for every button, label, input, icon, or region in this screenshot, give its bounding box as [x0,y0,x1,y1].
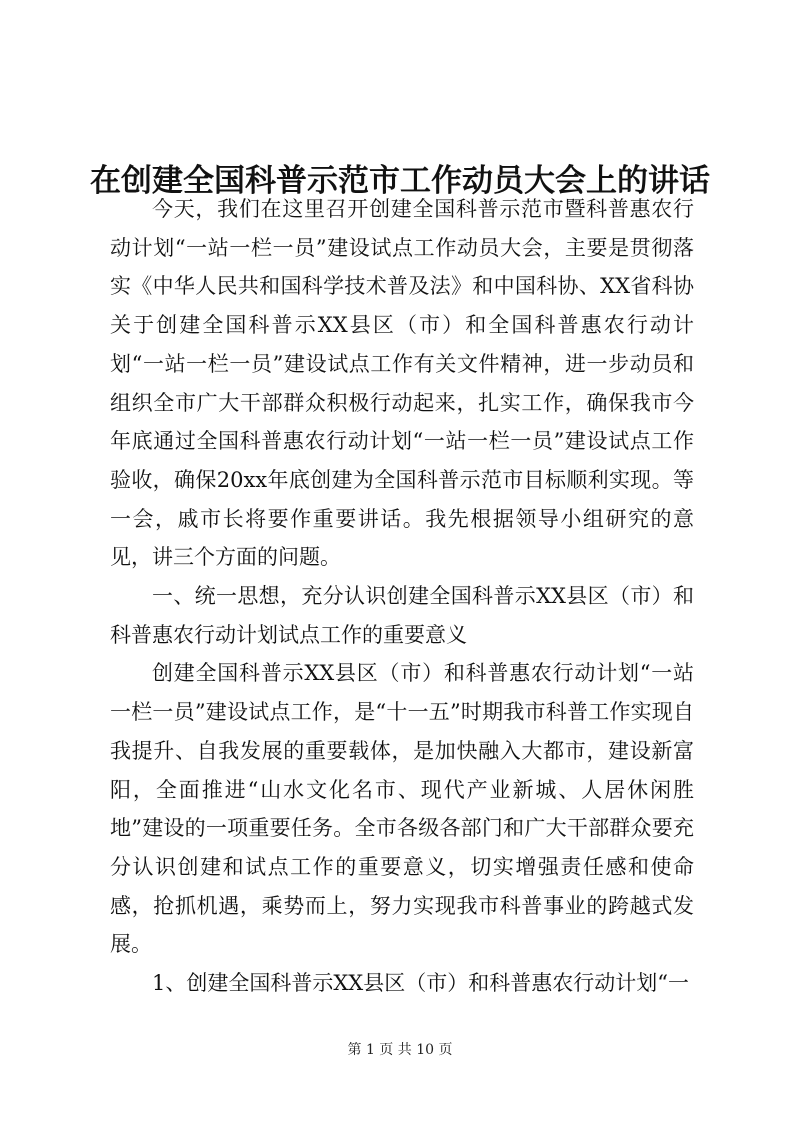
paragraph-section-1: 创建全国科普示XX县区（市）和科普惠农行动计划“一站一栏一员”建设试点工作，是“十一五”时期我市科普工作实现自我提升、自我发展的重要载体，是加快融入大都市，建设新富阳，全面推进“山水文化名市、现代产业新城、人居休闲胜地”建设的一项重要任务。全市各级各部门和广大干部群众要充分认识创建和试点工作的重要意义，切实增强责任感和使命感，抢抓机遇，乘势而上，努力实现我市科普事业的跨越式发展。 [110,661,694,957]
paragraph-intro: 今天，我们在这里召开创建全国科普示范市暨科普惠农行动计划“一站一栏一员”建设试点工作动员大会，主要是贯彻落实《中华人民共和国科学技术普及法》和中国科协、XX省科协关于创建全国科普示XX县区（市）和全国科普惠农行动计划“一站一栏一员”建设试点工作有关文件精神，进一步动员和组织全市广大干部群众积极行动起来，扎实工作，确保我市今年底通过全国科普惠农行动计划“一站一栏一员”建设试点工作验收，确保20xx年底创建为全国科普示范市目标顺利实现。等一会，戚市长将要作重要讲话。我先根据领导小组研究的意见，讲三个方面的问题。 [110,197,694,570]
document-body [110,190,694,1003]
document-title: 在创建全国科普示范市工作动员大会上的讲话 [90,162,710,199]
section-heading-1: 一、统一思想，充分认识创建全国科普示XX县区（市）和科普惠农行动计划试点工作的重要意义 [110,584,694,647]
subsection-heading-1: 1、创建全国科普示XX县区（市）和科普惠农行动计划“一 [152,971,689,996]
page-number-footer: 第 1 页 共 10 页 [347,1042,453,1058]
